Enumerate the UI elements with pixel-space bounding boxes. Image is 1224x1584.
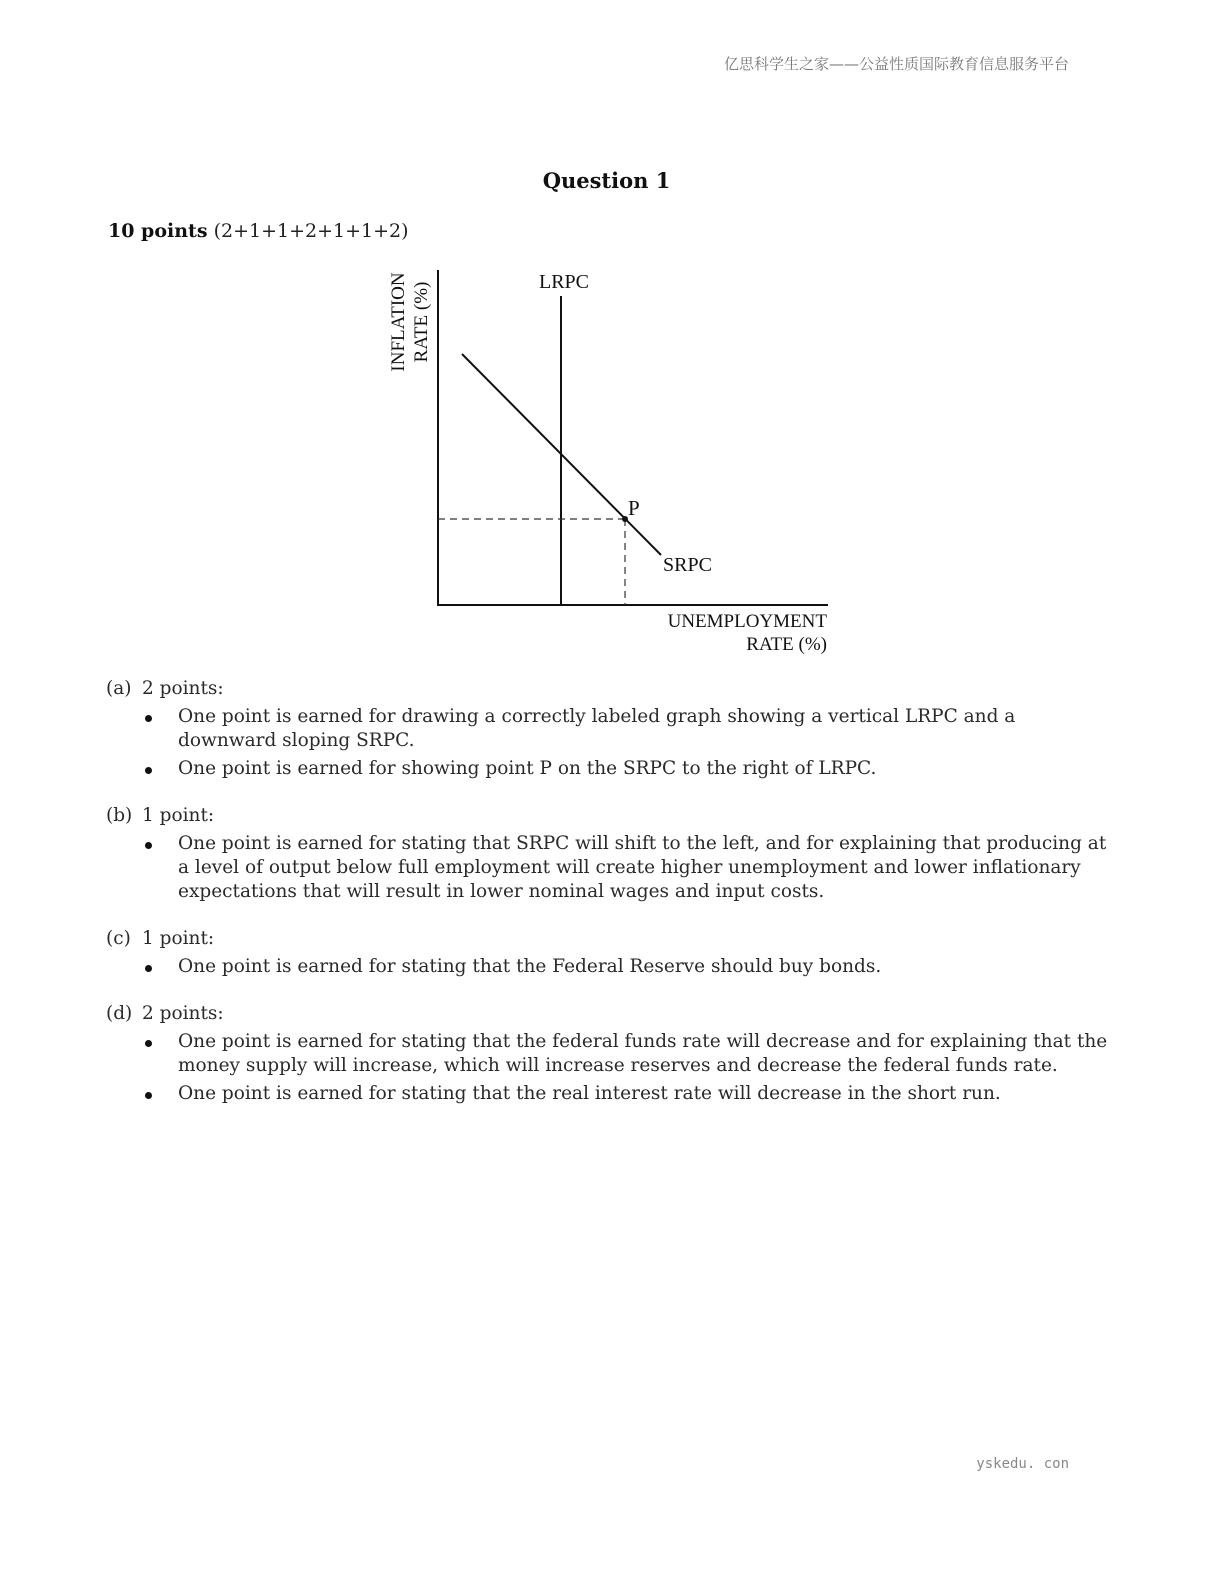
bullet-icon — [145, 965, 152, 972]
bullet-text: One point is earned for stating that SRPC will shift to the left, and for explaining that producing at a level of output below full employment will create higher unemployment and lower inflationary expectations that will result in lower nominal wages and input costs. — [178, 833, 1107, 902]
scoring-guidelines — [106, 677, 1116, 1129]
part-d — [106, 1002, 1116, 1106]
part-points: 2 points: — [142, 1003, 224, 1024]
point-p-label: P — [628, 496, 640, 520]
points-summary — [108, 220, 409, 242]
part-a — [106, 677, 1116, 781]
list-item — [106, 705, 1116, 753]
bullet-icon — [145, 842, 152, 849]
x-axis-label-line2: RATE (%) — [746, 634, 827, 655]
bullet-icon — [145, 715, 152, 722]
part-label: (d) — [106, 1003, 133, 1024]
list-item — [106, 1082, 1116, 1106]
part-b-bullets — [106, 832, 1116, 904]
part-points: 1 point: — [142, 928, 215, 949]
list-item — [106, 757, 1116, 781]
part-d-header — [106, 1002, 1116, 1026]
footer-site: yskedu. con — [976, 1456, 1069, 1472]
part-a-header — [106, 677, 1116, 701]
part-label: (c) — [106, 928, 131, 949]
part-a-bullets — [106, 705, 1116, 781]
bullet-icon — [145, 1040, 152, 1047]
x-axis-label-line1: UNEMPLOYMENT — [667, 611, 827, 632]
points-total: 10 points — [108, 220, 208, 242]
part-b — [106, 804, 1116, 904]
list-item — [106, 832, 1116, 904]
part-c — [106, 927, 1116, 979]
list-item — [106, 1030, 1116, 1078]
list-item — [106, 955, 1116, 979]
bullet-text: One point is earned for drawing a correctly labeled graph showing a vertical LRPC and a downward sloping SRPC. — [178, 706, 1016, 751]
phillips-curve-graph — [380, 260, 840, 660]
part-points: 2 points: — [142, 678, 224, 699]
y-axis-label-line1: INFLATION — [388, 272, 409, 372]
part-points: 1 point: — [142, 805, 215, 826]
part-b-header — [106, 804, 1116, 828]
question-title: Question 1 — [542, 168, 671, 193]
bullet-text: One point is earned for showing point P on the SRPC to the right of LRPC. — [178, 758, 877, 779]
part-label: (a) — [106, 678, 132, 699]
bullet-icon — [145, 1092, 152, 1099]
part-d-bullets — [106, 1030, 1116, 1106]
bullet-text: One point is earned for stating that the Federal Reserve should buy bonds. — [178, 956, 882, 977]
lrpc-label: LRPC — [538, 271, 590, 293]
y-axis-label-line2: RATE (%) — [411, 281, 432, 363]
bullet-text: One point is earned for stating that the real interest rate will decrease in the short run. — [178, 1083, 1001, 1104]
srpc-label: SRPC — [663, 554, 712, 576]
points-breakdown: (2+1+1+2+1+1+2) — [213, 220, 409, 242]
part-label: (b) — [106, 805, 133, 826]
header-watermark: 亿思科学生之家——公益性质国际教育信息服务平台 — [723, 55, 1069, 73]
part-c-bullets — [106, 955, 1116, 979]
part-c-header — [106, 927, 1116, 951]
bullet-text: One point is earned for stating that the federal funds rate will decrease and for explaining that the money supply will increase, which will increase reserves and decrease the federal funds rate. — [178, 1031, 1108, 1076]
bullet-icon — [145, 767, 152, 774]
